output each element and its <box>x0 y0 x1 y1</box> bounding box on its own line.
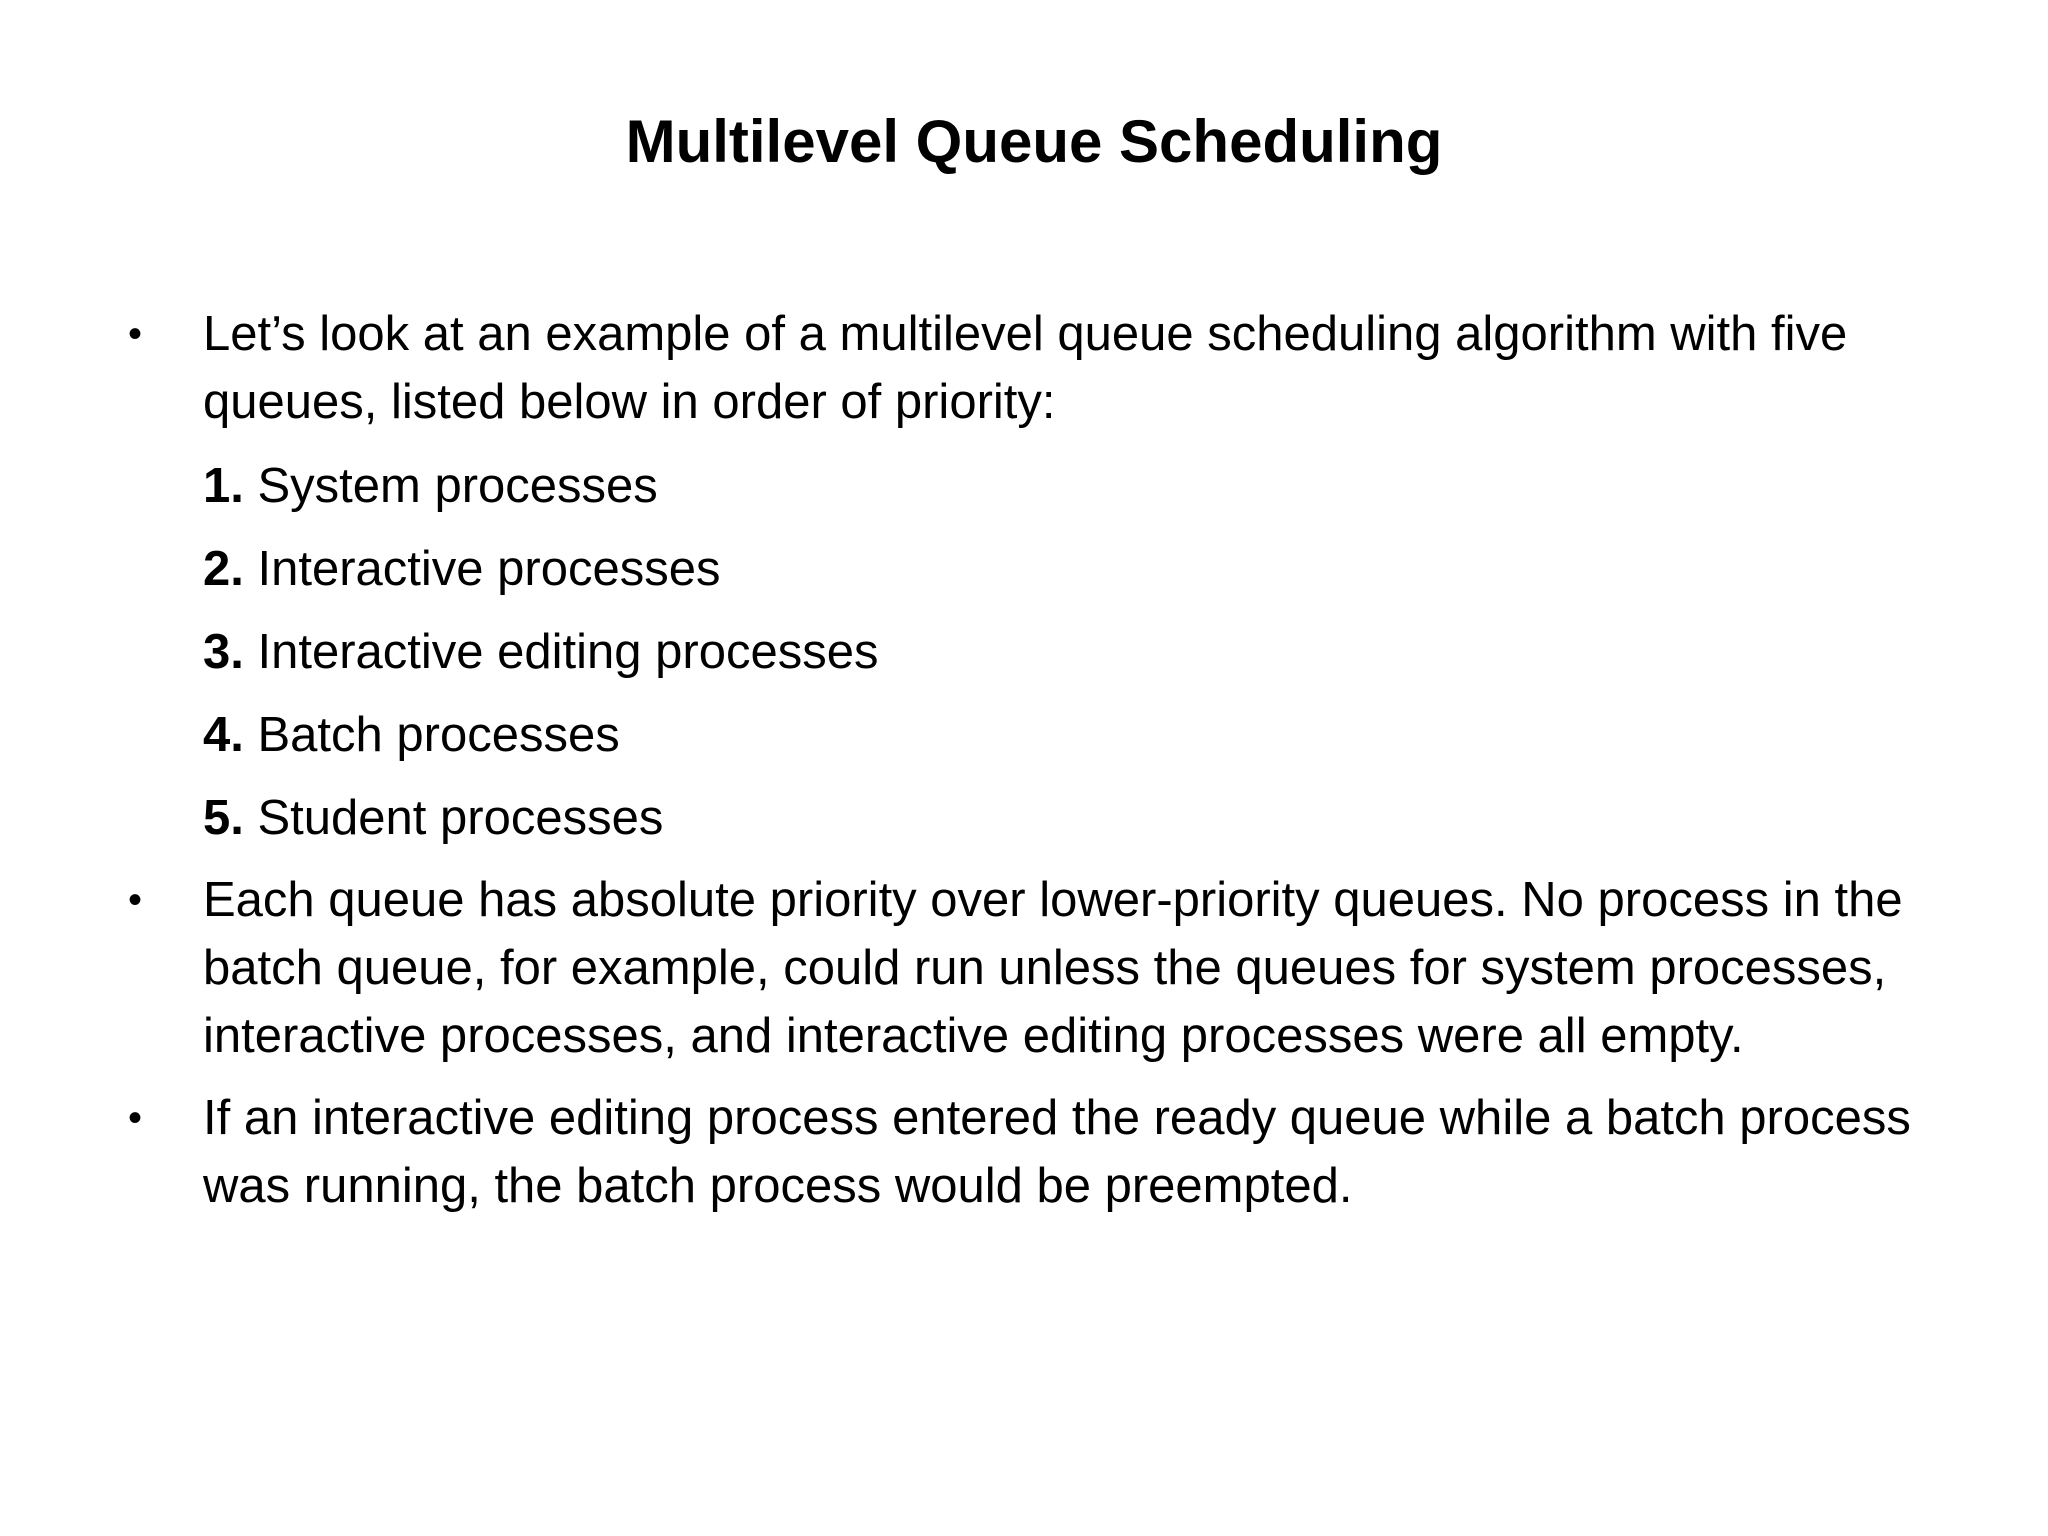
queue-label: Interactive processes <box>243 542 721 596</box>
queue-label: Interactive editing processes <box>243 625 879 679</box>
queue-number: 1. <box>203 459 244 513</box>
queue-label: System processes <box>243 459 658 513</box>
queue-label: Student processes <box>243 791 664 845</box>
bullet-preemption-text: If an interactive editing process entered the ready queue while a batch process was running, the batch process would be preempted. <box>203 1091 1911 1213</box>
queue-number: 4. <box>203 708 244 762</box>
queue-list <box>120 452 1920 852</box>
bullet-intro-text: Let’s look at an example of a multilevel queue scheduling algorithm with five queues, listed below in order of priority: <box>203 307 1848 429</box>
queue-label: Batch processes <box>243 708 620 762</box>
bullet-icon: • <box>128 312 143 356</box>
bullet-icon: • <box>128 1096 143 1140</box>
queue-number: 5. <box>203 791 244 845</box>
queue-item-1 <box>120 452 1920 520</box>
queue-number: 3. <box>203 625 244 679</box>
bullet-intro <box>120 300 1920 436</box>
bullet-preemption <box>120 1084 1920 1220</box>
slide-body <box>120 300 1920 1220</box>
queue-item-3 <box>120 618 1920 686</box>
queue-item-5 <box>120 784 1920 852</box>
bullet-priority-text: Each queue has absolute priority over lower-priority queues. No process in the batch queue, for example, could run unless the queues for system processes, interactive processes, and interactive editing processes were all empty. <box>203 873 1903 1063</box>
slide-title: Multilevel Queue Scheduling <box>625 108 1443 175</box>
queue-number: 2. <box>203 542 244 596</box>
queue-item-4 <box>120 701 1920 769</box>
queue-item-2 <box>120 535 1920 603</box>
bullet-icon: • <box>128 878 143 922</box>
bullet-priority <box>120 866 1920 1070</box>
